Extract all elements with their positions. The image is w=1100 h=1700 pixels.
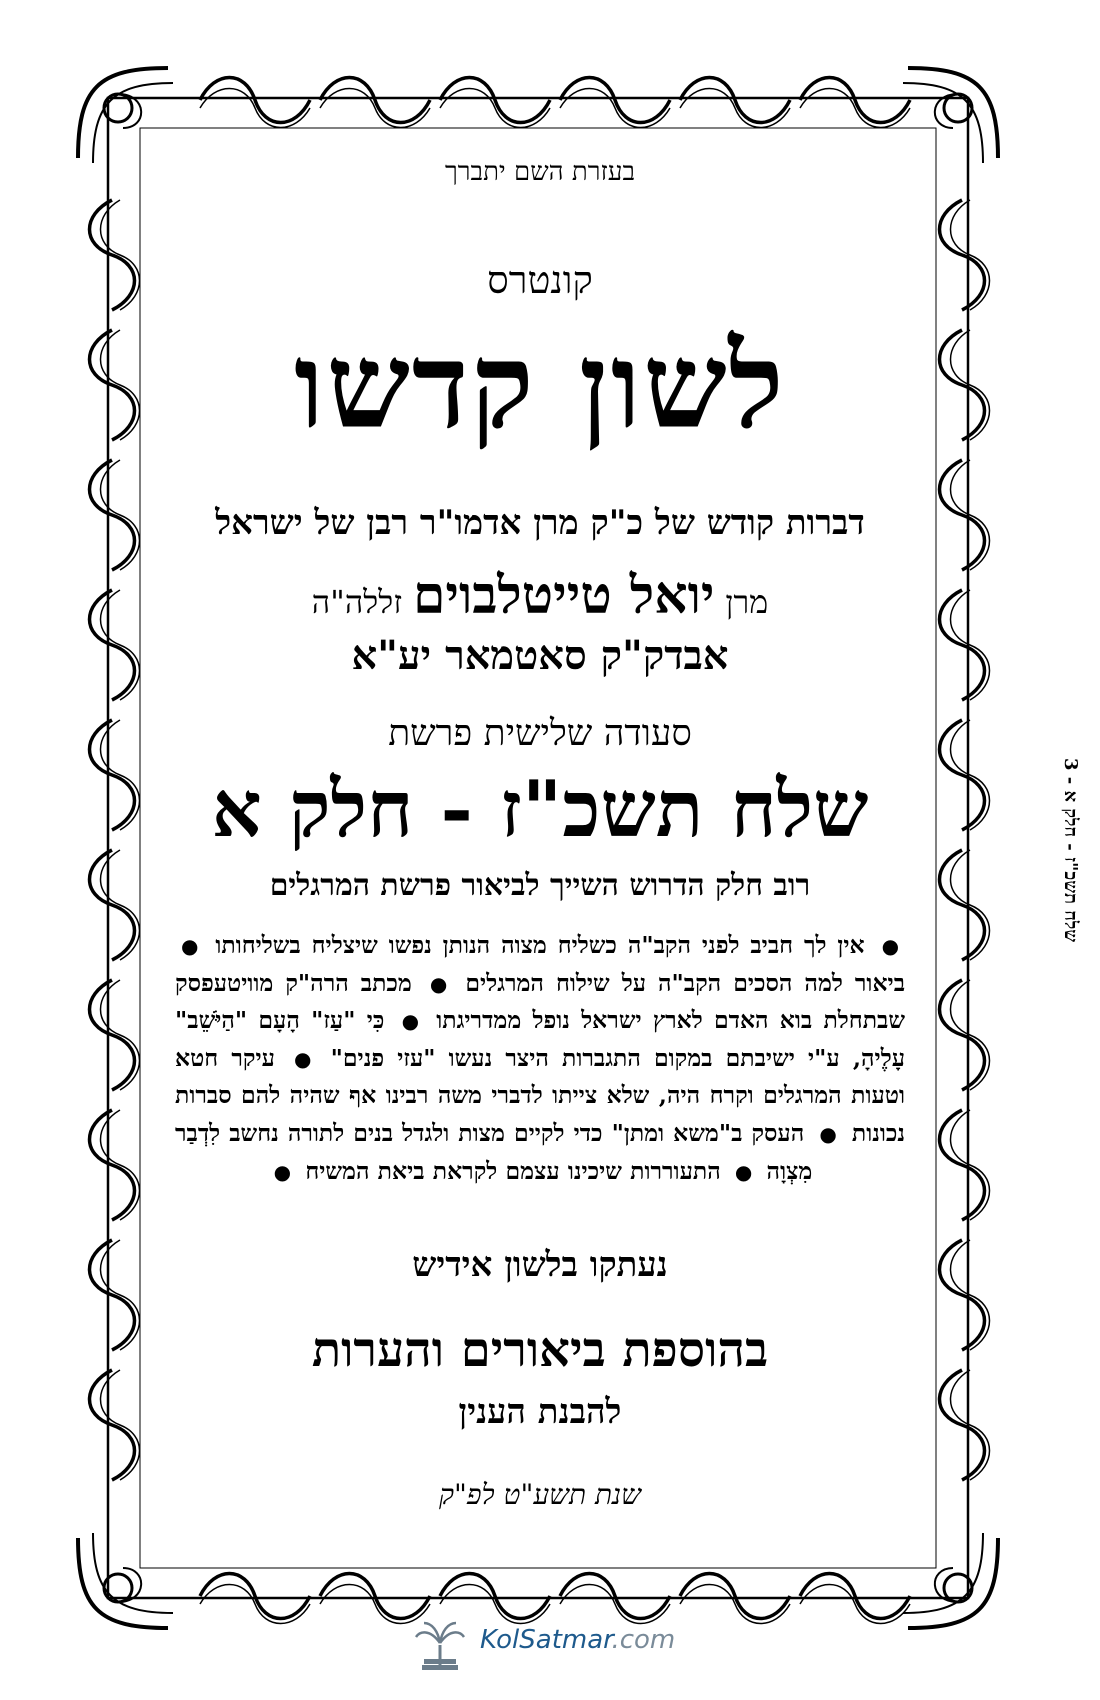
subtitle: רוב חלק הדרוש השייך לביאור פרשת המרגלים bbox=[269, 868, 811, 903]
bullet-icon: ● bbox=[819, 1121, 837, 1146]
rebbe-prefix: מרן bbox=[725, 583, 769, 621]
book-title: לשון קדשו bbox=[294, 316, 786, 455]
bullet-icon: ● bbox=[181, 934, 199, 958]
site-name: KolSatmar bbox=[480, 1625, 612, 1655]
parsha-title: שלח תשכ"ז - חלק א bbox=[211, 764, 869, 855]
bullet-icon: ● bbox=[881, 934, 900, 958]
rebbe-name: יואל טייטלבוים bbox=[412, 565, 715, 626]
rebbe-name-line bbox=[150, 565, 930, 626]
summary-item: מכתב הרה"ק מוויטעפסק שבתחלת בוא האדם לארץ ישראל נופל ממדריגתו bbox=[175, 968, 905, 1035]
purpose-note: להבנת הענין bbox=[458, 1392, 622, 1432]
av-bet-din-line: אבדק"ק סאטמאר יע"א bbox=[351, 632, 729, 679]
bullet-icon: ● bbox=[273, 1159, 292, 1184]
palm-tree-books-icon bbox=[410, 1615, 470, 1675]
rebbe-suffix: זללה"ה bbox=[311, 583, 403, 621]
publication-year: שנת תשע"ט לפ"ק bbox=[439, 1478, 641, 1511]
site-link[interactable] bbox=[480, 1625, 675, 1655]
summary-item: עיקר חטא וטעות המרגלים וקרח היה, שלא צייתו לדברי משה רבינו אף שהיה להם סברות נכונות bbox=[175, 1043, 905, 1147]
site-footer[interactable] bbox=[410, 1615, 710, 1675]
bullet-icon: ● bbox=[401, 1009, 420, 1034]
topic-summary bbox=[175, 927, 905, 1190]
summary-item: אין לך חביב לפני הקב"ה כשליח מצוה הנותן נפשו שיצליח בשליחותו bbox=[215, 931, 865, 959]
blessing-header: בעזרת השם יתברך bbox=[445, 157, 635, 187]
seuda-line: סעודה שלישית פרשת bbox=[388, 713, 692, 754]
side-running-header: שלח תשכ"ז - חלק א - 3 bbox=[1060, 757, 1081, 943]
summary-item: ביאור למה הסכים הקב"ה על שילוח המרגלים bbox=[465, 968, 906, 997]
summary-item: העסק ב"משא ומתן" כדי לקיים מצות ולגדל בנים לתורה נחשב לִדְבַר מִצְוָה bbox=[175, 1118, 813, 1185]
site-tld: .com bbox=[611, 1625, 676, 1655]
words-of-holiness-line: דברות קודש של כ"ק מרן אדמו"ר רבן של ישראל bbox=[215, 503, 865, 543]
bullet-icon: ● bbox=[429, 971, 448, 996]
translation-note: נעתקו בלשון אידיש bbox=[412, 1245, 668, 1285]
bullet-icon: ● bbox=[734, 1159, 753, 1184]
bullet-icon: ● bbox=[294, 1046, 312, 1071]
additions-note: בהוספת ביאורים והערות bbox=[311, 1322, 769, 1378]
kuntres-label: קונטרס bbox=[487, 258, 593, 302]
summary-item: כִּי "עַז" הָעָם "הַיֹּשֵׁב" עָלֶיהָ, ע"י ישיבתם במקום התגברות היצר נעשו "עזי פנים" bbox=[175, 1006, 906, 1072]
summary-item: התעוררות שיכינו עצמם לקראת ביאת המשיח bbox=[305, 1156, 721, 1185]
